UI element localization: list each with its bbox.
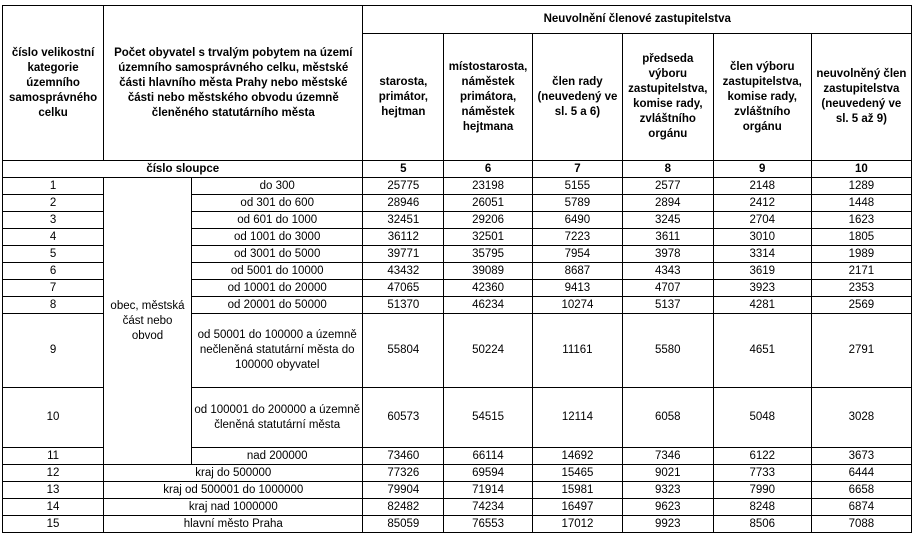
amount-cell: 2569: [811, 297, 911, 314]
amount-cell: 3314: [713, 246, 811, 263]
header-population: Počet obyvatel s trvalým pobytem na území územního samosprávného celku, městské části hlavního města Prahy nebo městské části nebo městského obvodu územně členěného statutárního města: [104, 6, 363, 161]
population-range: do 300: [191, 178, 363, 195]
amount-cell: 66114: [444, 448, 533, 465]
amount-cell: 71914: [444, 482, 533, 499]
header-col-10: neuvolněný člen zastupitelstva (neuvedený ve sl. 5 až 9): [811, 34, 911, 161]
header-size-category: číslo velikostní kategorie územního samosprávného celku: [3, 6, 104, 161]
amount-cell: 6874: [811, 499, 911, 516]
column-number: 10: [811, 161, 911, 178]
amount-cell: 73460: [363, 448, 444, 465]
amount-cell: 2894: [622, 195, 713, 212]
category-number: 1: [3, 178, 104, 195]
amount-cell: 1289: [811, 178, 911, 195]
amount-cell: 7223: [533, 229, 623, 246]
table-row: [3, 516, 912, 533]
amount-cell: 39771: [363, 246, 444, 263]
amount-cell: 39089: [444, 263, 533, 280]
amount-cell: 11161: [533, 314, 623, 388]
amount-cell: 1448: [811, 195, 911, 212]
amount-cell: 4651: [713, 314, 811, 388]
amount-cell: 77326: [363, 465, 444, 482]
population-range: kraj nad 1000000: [104, 499, 363, 516]
amount-cell: 50224: [444, 314, 533, 388]
amount-cell: 5580: [622, 314, 713, 388]
amount-cell: 82482: [363, 499, 444, 516]
amount-cell: 1805: [811, 229, 911, 246]
category-number: 15: [3, 516, 104, 533]
population-range: hlavní město Praha: [104, 516, 363, 533]
population-range: od 20001 do 50000: [191, 297, 363, 314]
population-range: od 50001 do 100000 a územně nečleněná statutární města do 100000 obyvatel: [191, 314, 363, 388]
category-number: 8: [3, 297, 104, 314]
header-col-6: místostarosta, náměstek primátora, náměstek hejtmana: [444, 34, 533, 161]
amount-cell: 43432: [363, 263, 444, 280]
amount-cell: 9323: [622, 482, 713, 499]
population-range: od 100001 do 200000 a územně členěná statutární města: [191, 388, 363, 448]
category-number: 3: [3, 212, 104, 229]
amount-cell: 2171: [811, 263, 911, 280]
table-row: [3, 499, 912, 516]
column-number: 8: [622, 161, 713, 178]
category-number: 12: [3, 465, 104, 482]
amount-cell: 47065: [363, 280, 444, 297]
amount-cell: 7088: [811, 516, 911, 533]
population-range: od 5001 do 10000: [191, 263, 363, 280]
amount-cell: 60573: [363, 388, 444, 448]
amount-cell: 9623: [622, 499, 713, 516]
category-number: 13: [3, 482, 104, 499]
amount-cell: 3611: [622, 229, 713, 246]
population-range: od 601 do 1000: [191, 212, 363, 229]
column-number-label: číslo sloupce: [3, 161, 363, 178]
remuneration-table: [2, 5, 912, 533]
amount-cell: 26051: [444, 195, 533, 212]
amount-cell: 6658: [811, 482, 911, 499]
amount-cell: 3923: [713, 280, 811, 297]
amount-cell: 5155: [533, 178, 623, 195]
category-number: 11: [3, 448, 104, 465]
header-col-8: předseda výboru zastupitelstva, komise rady, zvláštního orgánu: [622, 34, 713, 161]
amount-cell: 85059: [363, 516, 444, 533]
amount-cell: 7346: [622, 448, 713, 465]
amount-cell: 28946: [363, 195, 444, 212]
header-col-5: starosta, primátor, hejtman: [363, 34, 444, 161]
column-number: 9: [713, 161, 811, 178]
amount-cell: 5789: [533, 195, 623, 212]
amount-cell: 1989: [811, 246, 911, 263]
amount-cell: 51370: [363, 297, 444, 314]
category-number: 14: [3, 499, 104, 516]
population-range: od 10001 do 20000: [191, 280, 363, 297]
amount-cell: 7733: [713, 465, 811, 482]
amount-cell: 2412: [713, 195, 811, 212]
category-number: 9: [3, 314, 104, 388]
amount-cell: 9923: [622, 516, 713, 533]
amount-cell: 3028: [811, 388, 911, 448]
amount-cell: 2791: [811, 314, 911, 388]
column-number: 5: [363, 161, 444, 178]
amount-cell: 9021: [622, 465, 713, 482]
amount-cell: 69594: [444, 465, 533, 482]
column-number: 7: [533, 161, 623, 178]
group-label: obec, městská část nebo obvod: [104, 178, 192, 465]
amount-cell: 76553: [444, 516, 533, 533]
amount-cell: 2148: [713, 178, 811, 195]
amount-cell: 55804: [363, 314, 444, 388]
category-number: 2: [3, 195, 104, 212]
amount-cell: 16497: [533, 499, 623, 516]
amount-cell: 32501: [444, 229, 533, 246]
amount-cell: 4707: [622, 280, 713, 297]
population-range: kraj do 500000: [104, 465, 363, 482]
amount-cell: 2577: [622, 178, 713, 195]
amount-cell: 23198: [444, 178, 533, 195]
amount-cell: 74234: [444, 499, 533, 516]
amount-cell: 5048: [713, 388, 811, 448]
header-group: Neuvolnění členové zastupitelstva: [363, 6, 912, 34]
amount-cell: 8687: [533, 263, 623, 280]
population-range: od 3001 do 5000: [191, 246, 363, 263]
amount-cell: 3673: [811, 448, 911, 465]
population-range: od 301 do 600: [191, 195, 363, 212]
table-row: [3, 465, 912, 482]
category-number: 7: [3, 280, 104, 297]
amount-cell: 2704: [713, 212, 811, 229]
table-row: [3, 178, 912, 195]
header-col-9: člen výboru zastupitelstva, komise rady, zvláštního orgánu: [713, 34, 811, 161]
amount-cell: 8248: [713, 499, 811, 516]
amount-cell: 15465: [533, 465, 623, 482]
amount-cell: 12114: [533, 388, 623, 448]
amount-cell: 1623: [811, 212, 911, 229]
amount-cell: 3010: [713, 229, 811, 246]
amount-cell: 7954: [533, 246, 623, 263]
category-number: 10: [3, 388, 104, 448]
amount-cell: 6122: [713, 448, 811, 465]
category-number: 5: [3, 246, 104, 263]
amount-cell: 2353: [811, 280, 911, 297]
amount-cell: 4343: [622, 263, 713, 280]
amount-cell: 25775: [363, 178, 444, 195]
amount-cell: 17012: [533, 516, 623, 533]
amount-cell: 36112: [363, 229, 444, 246]
header-col-7: člen rady (neuvedený ve sl. 5 a 6): [533, 34, 623, 161]
amount-cell: 14692: [533, 448, 623, 465]
amount-cell: 3978: [622, 246, 713, 263]
population-range: od 1001 do 3000: [191, 229, 363, 246]
amount-cell: 6490: [533, 212, 623, 229]
amount-cell: 5137: [622, 297, 713, 314]
amount-cell: 15981: [533, 482, 623, 499]
amount-cell: 9413: [533, 280, 623, 297]
amount-cell: 42360: [444, 280, 533, 297]
amount-cell: 6444: [811, 465, 911, 482]
amount-cell: 54515: [444, 388, 533, 448]
population-range: kraj od 500001 do 1000000: [104, 482, 363, 499]
amount-cell: 4281: [713, 297, 811, 314]
amount-cell: 7990: [713, 482, 811, 499]
column-number: 6: [444, 161, 533, 178]
category-number: 6: [3, 263, 104, 280]
amount-cell: 3245: [622, 212, 713, 229]
amount-cell: 8506: [713, 516, 811, 533]
amount-cell: 35795: [444, 246, 533, 263]
population-range: nad 200000: [191, 448, 363, 465]
amount-cell: 32451: [363, 212, 444, 229]
amount-cell: 79904: [363, 482, 444, 499]
category-number: 4: [3, 229, 104, 246]
amount-cell: 10274: [533, 297, 623, 314]
amount-cell: 3619: [713, 263, 811, 280]
amount-cell: 29206: [444, 212, 533, 229]
amount-cell: 46234: [444, 297, 533, 314]
amount-cell: 6058: [622, 388, 713, 448]
table-row: [3, 482, 912, 499]
